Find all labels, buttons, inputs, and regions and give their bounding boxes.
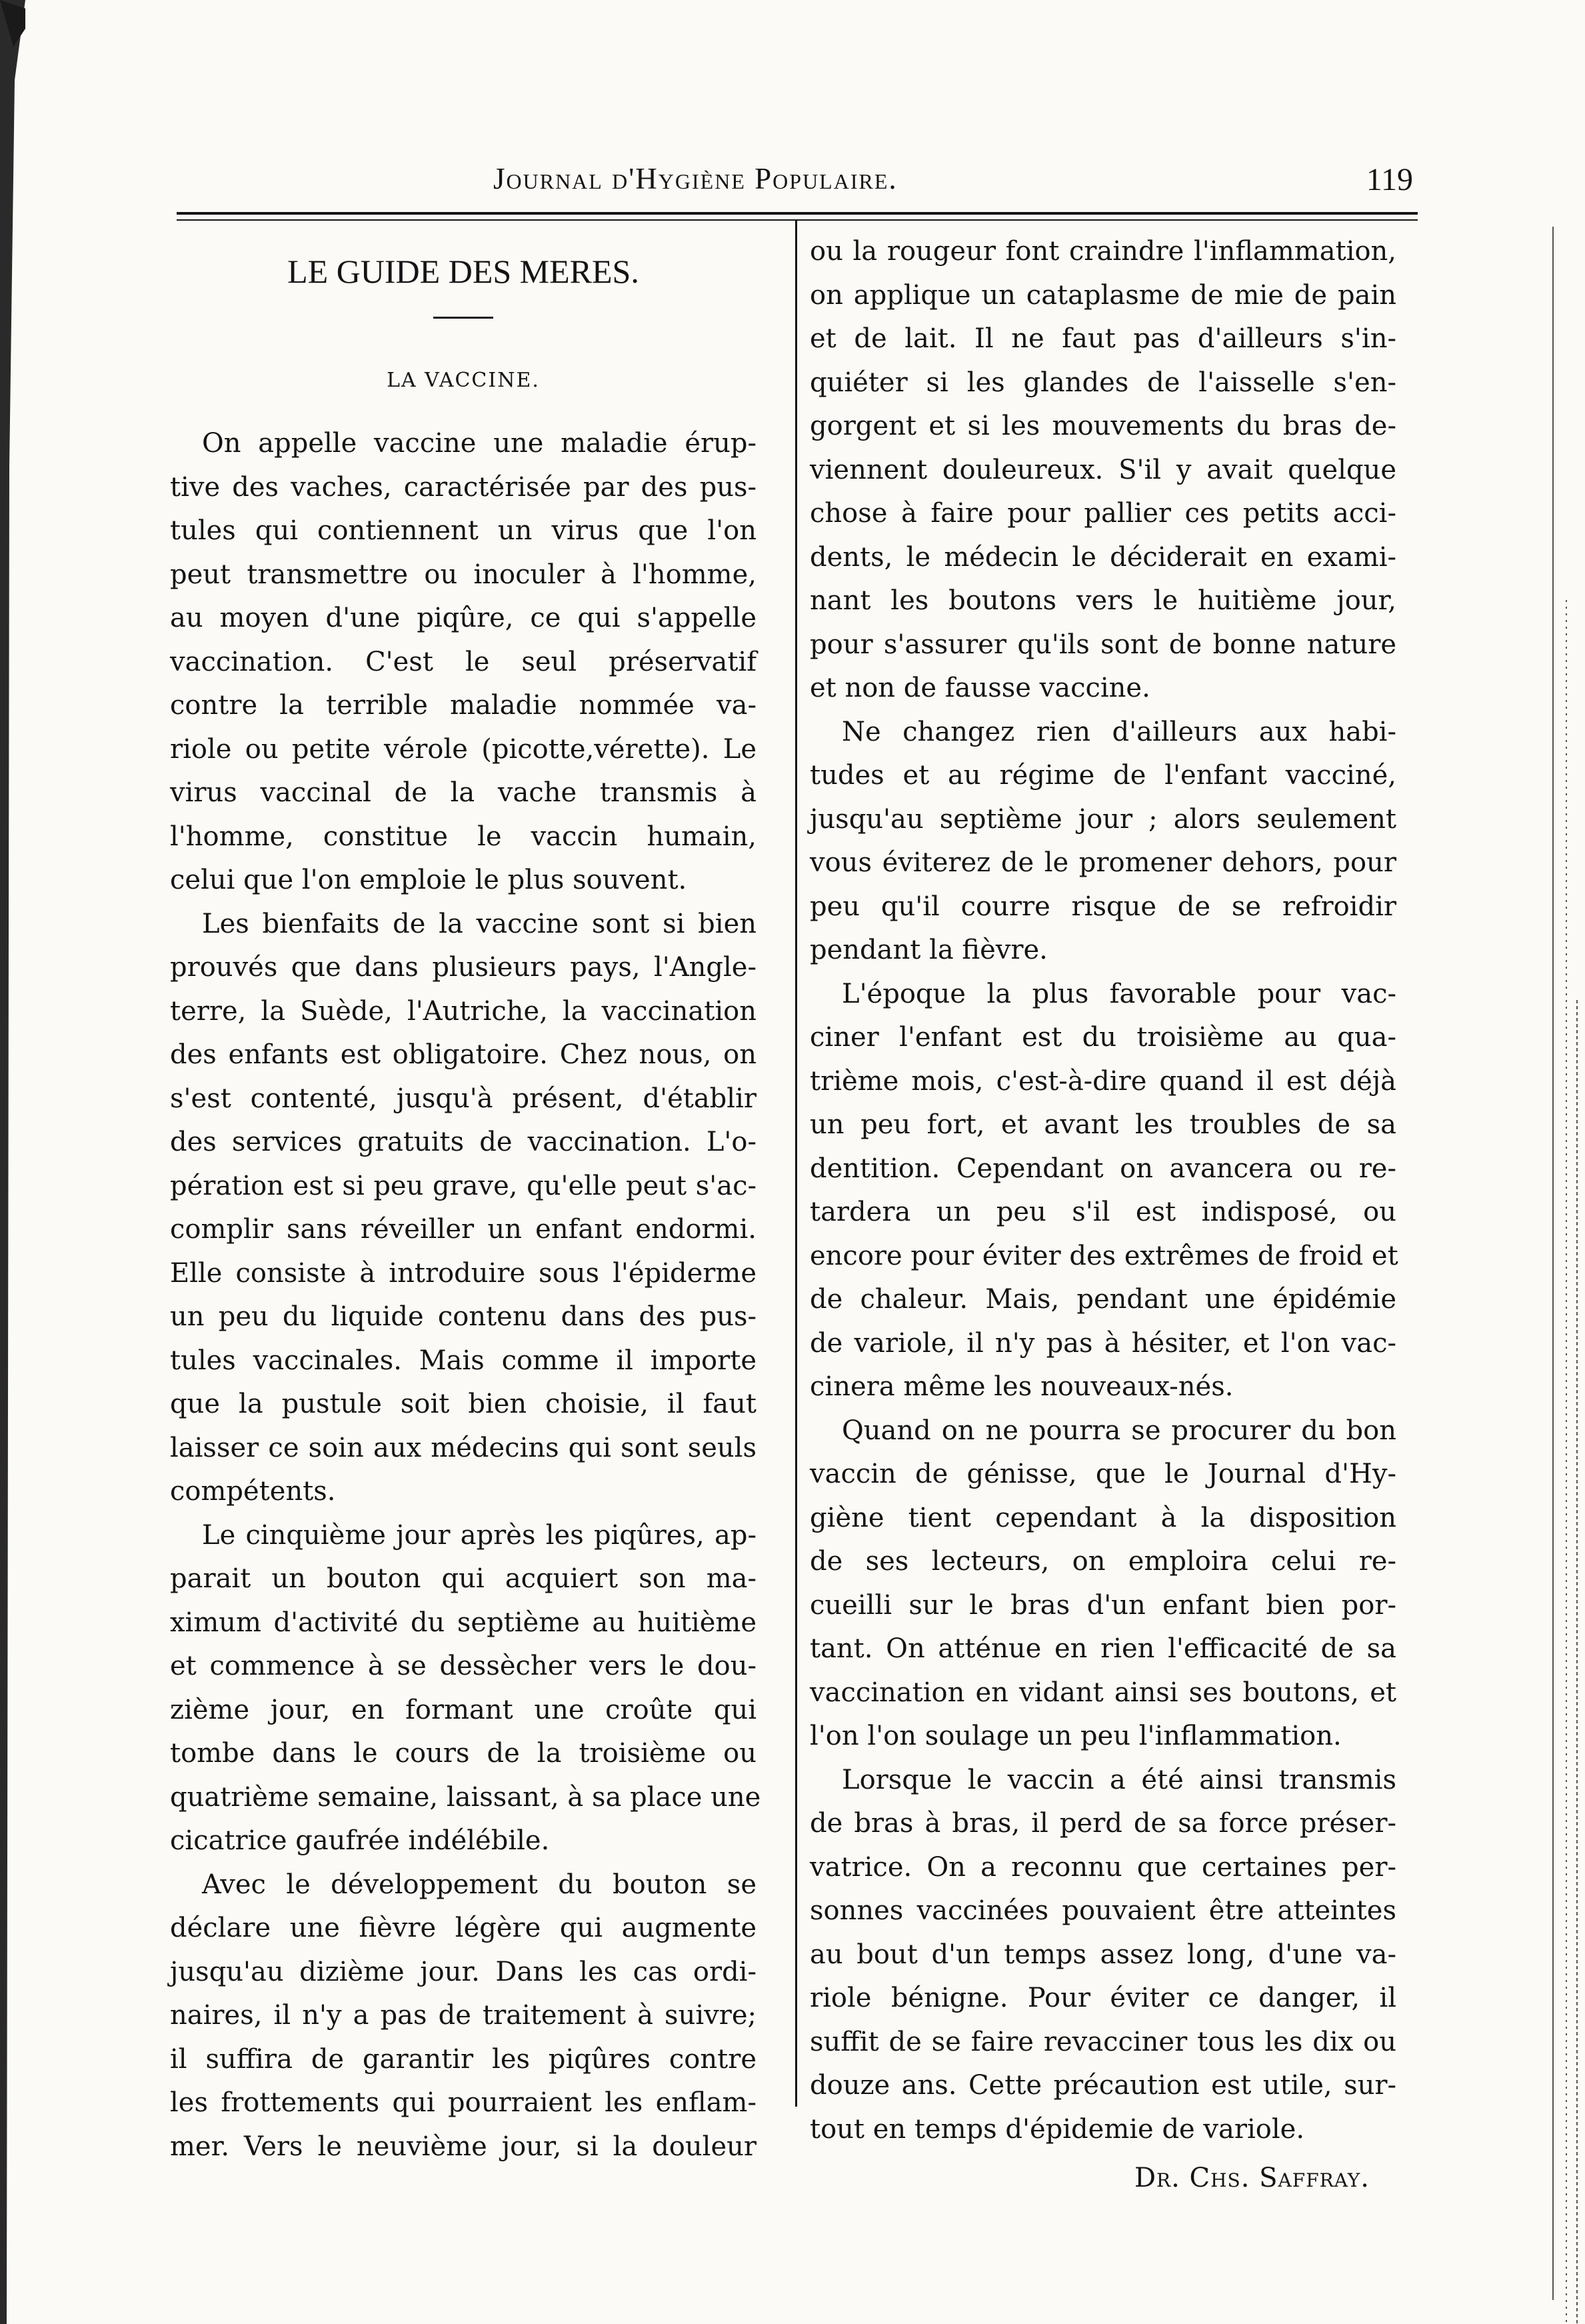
text-line: pour s'assurer qu'ils sont de bonne nature <box>810 629 1396 660</box>
text-line: Elle consiste à introduire sous l'épiderme <box>170 1257 757 1289</box>
text-line: terre, la Suède, l'Autriche, la vaccination <box>170 995 757 1027</box>
text-line: de variole, il n'y pas à hésiter, et l'on vac- <box>810 1327 1396 1359</box>
text-line: tules qui contiennent un virus que l'on <box>170 515 757 546</box>
text-line: suffit de se faire revacciner tous les dix ou <box>810 2026 1396 2057</box>
text-line: au bout d'un temps assez long, d'une va- <box>810 1939 1396 1970</box>
text-line: au moyen d'une piqûre, ce qui s'appelle <box>170 603 757 633</box>
text-line: tardera un peu s'il est indisposé, ou <box>810 1197 1396 1227</box>
text-line: encore pour éviter des extrêmes de froid et <box>810 1240 1398 1271</box>
text-line: trième mois, c'est-à-dire quand il est déjà <box>810 1065 1396 1097</box>
text-line: prouvés que dans plusieurs pays, l'Angle- <box>170 952 757 983</box>
title-rule <box>433 317 493 319</box>
text-line: ou la rougeur font craindre l'inflammation, <box>810 236 1396 267</box>
text-line: mer. Vers le neuvième jour, si la douleur <box>170 2131 757 2162</box>
text-line: l'homme, constitue le vaccin humain, <box>170 821 757 852</box>
text-line: s'est contenté, jusqu'à présent, d'établir <box>170 1083 757 1114</box>
text-line: On appelle vaccine une maladie érup- <box>202 428 757 459</box>
scan-edge-right <box>1546 200 1585 2324</box>
text-line: Les bienfaits de la vaccine sont si bien <box>202 908 757 939</box>
text-line: vaccination en vidant ainsi ses boutons, et <box>810 1677 1396 1708</box>
text-line: douze ans. Cette précaution est utile, sur- <box>810 2070 1396 2101</box>
text-line: complir sans réveiller un enfant endormi. <box>170 1214 757 1245</box>
text-line: quiéter si les glandes de l'aisselle s'en- <box>810 367 1396 398</box>
text-line: L'époque la plus favorable pour vac- <box>842 978 1396 1009</box>
text-line: vaccination. C'est le seul préservatif <box>170 646 757 677</box>
text-line: pendant la fièvre. <box>810 935 1048 965</box>
text-line: chose à faire pour pallier ces petits acci- <box>810 498 1396 529</box>
text-line: déclare une fièvre légère qui augmente <box>170 1913 757 1943</box>
text-line: et commence à se dessècher vers le dou- <box>170 1651 757 1681</box>
text-line: un peu du liquide contenu dans des pus- <box>170 1301 757 1332</box>
text-line: vatrice. On a reconnu que certaines per- <box>810 1851 1396 1883</box>
text-line: et non de fausse vaccine. <box>810 673 1150 703</box>
text-line: vous éviterez de le promener dehors, pour <box>810 847 1396 878</box>
article-subtitle: LA VACCINE. <box>387 369 540 392</box>
text-line: cueilli sur le bras d'un enfant bien por- <box>810 1589 1396 1621</box>
text-line: Avec le développement du bouton se <box>202 1869 757 1900</box>
text-line: Lorsque le vaccin a été ainsi transmis <box>842 1764 1396 1795</box>
text-line: l'on l'on soulage un peu l'inflammation. <box>810 1721 1342 1751</box>
text-line: les frottements qui pourraient les enflam- <box>170 2087 757 2118</box>
scan-edge-left <box>0 0 25 2324</box>
text-line: gorgent et si les mouvements du bras de- <box>810 411 1396 441</box>
text-line: virus vaccinal de la vache transmis à <box>170 777 757 808</box>
text-line: tules vaccinales. Mais comme il importe <box>170 1345 757 1376</box>
text-line: peut transmettre ou inoculer à l'homme, <box>170 559 757 590</box>
text-line: des enfants est obligatoire. Chez nous, on <box>170 1039 757 1070</box>
text-line: il suffira de garantir les piqûres contre <box>170 2043 757 2075</box>
text-line: celui que l'on emploie le plus souvent. <box>170 865 687 895</box>
running-header <box>493 161 1413 201</box>
left-column <box>170 230 761 2169</box>
text-line: sonnes vaccinées pouvaient être atteintes <box>810 1895 1396 1926</box>
text-line: viennent douleureux. S'il y avait quelque <box>810 454 1396 485</box>
right-column <box>810 230 1396 2201</box>
text-line: quatrième semaine, laissant, à sa place une <box>170 1781 761 1813</box>
text-line: riole ou petite vérole (picotte,vérette). Le <box>170 733 757 765</box>
text-line: naires, il n'y a pas de traitement à suivre; <box>170 2000 757 2031</box>
text-line: ximum d'activité du septième au huitième <box>170 1607 757 1638</box>
text-line: laisser ce soin aux médecins qui sont seuls <box>170 1432 757 1463</box>
text-line: tombe dans le cours de la troisième ou <box>170 1738 757 1769</box>
text-line: Quand on ne pourra se procurer du bon <box>842 1415 1396 1446</box>
text-line: des services gratuits de vaccination. L'o- <box>170 1127 757 1157</box>
column-divider <box>795 220 797 2107</box>
text-line: parait un bouton qui acquiert son ma- <box>170 1563 757 1594</box>
text-line: de chaleur. Mais, pendant une épidémie <box>810 1284 1396 1315</box>
text-line: un peu fort, et avant les troubles de sa <box>810 1109 1396 1140</box>
text-line: vaccin de génisse, que le Journal d'Hy- <box>810 1459 1396 1489</box>
article-title: LE GUIDE DES MERES. <box>287 253 639 290</box>
text-line: dentition. Cependant on avancera ou re- <box>810 1153 1396 1184</box>
text-line: pération est si peu grave, qu'elle peut s'ac- <box>170 1170 757 1201</box>
text-line: nant les boutons vers le huitième jour, <box>810 585 1396 616</box>
text-line: cinera même les nouveaux-nés. <box>810 1371 1234 1402</box>
text-line: tudes et au régime de l'enfant vacciné, <box>810 760 1396 791</box>
text-line: jusqu'au dizième jour. Dans les cas ordi- <box>170 1956 757 1987</box>
text-line: contre la terrible maladie nommée va- <box>170 690 757 721</box>
text-line: on applique un cataplasme de mie de pain <box>810 279 1396 311</box>
journal-title: Journal d'Hygiène Populaire. <box>493 162 898 195</box>
text-line: peu qu'il courre risque de se refroidir <box>810 891 1396 922</box>
text-line: que la pustule soit bien choisie, il faut <box>170 1389 757 1419</box>
text-line: jusqu'au septième jour ; alors seulement <box>810 803 1396 835</box>
text-line: de bras à bras, il perd de sa force préser- <box>810 1808 1396 1839</box>
text-line: zième jour, en formant une croûte qui <box>170 1694 757 1725</box>
page-number: 119 <box>1366 162 1413 197</box>
text-line: de ses lecteurs, on emploira celui re- <box>810 1546 1396 1577</box>
text-line: compétents. <box>170 1476 336 1507</box>
text-line: Ne changez rien d'ailleurs aux habi- <box>842 716 1396 747</box>
text-line: tout en temps d'épidemie de variole. <box>810 2113 1305 2145</box>
header-rule <box>177 212 1418 221</box>
author-signature: Dr. Chs. Saffray. <box>1134 2163 1370 2193</box>
text-line: giène tient cependant à la disposition <box>810 1502 1396 1533</box>
text-line: Le cinquième jour après les piqûres, ap- <box>202 1519 757 1551</box>
text-line: dents, le médecin le déciderait en exami- <box>810 541 1396 573</box>
text-line: et de lait. Il ne faut pas d'ailleurs s'in- <box>810 323 1396 354</box>
text-line: tive des vaches, caractérisée par des pus- <box>170 471 757 503</box>
text-line: riole bénigne. Pour éviter ce danger, il <box>810 1983 1396 2013</box>
text-line: cicatrice gaufrée indélébile. <box>170 1825 550 1856</box>
text-line: ciner l'enfant est du troisième au qua- <box>810 1022 1396 1053</box>
text-line: tant. On atténue en rien l'efficacité de sa <box>810 1633 1396 1664</box>
